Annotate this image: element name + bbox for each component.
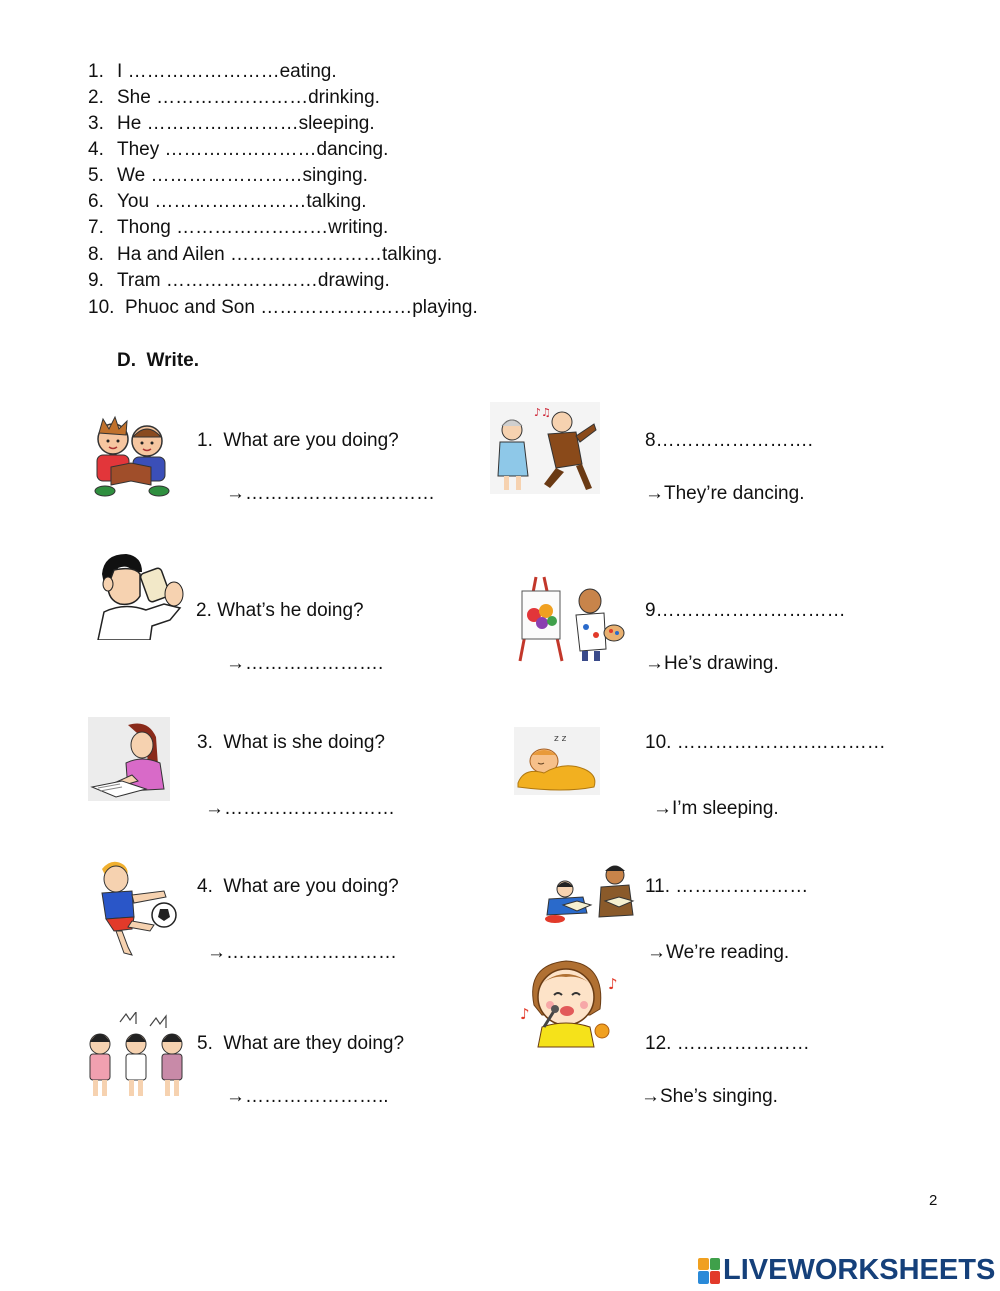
answer-5[interactable]: →………………….. <box>226 1086 389 1107</box>
question-9[interactable]: 9………………………… <box>645 600 846 621</box>
svg-text:♪: ♪ <box>608 975 618 993</box>
list-item: 1. I ……………………eating. <box>88 61 337 82</box>
answer-3[interactable]: →……………………… <box>205 798 395 819</box>
list-item: 7. Thong ……………………writing. <box>88 217 389 238</box>
page-number: 2 <box>929 1192 938 1209</box>
answer-blank[interactable]: …………………… <box>164 139 317 160</box>
answer-blank[interactable]: …………………… <box>154 191 307 212</box>
answer-9: →He’s drawing. <box>645 653 779 674</box>
answer-4[interactable]: →……………………… <box>207 942 397 963</box>
answer-blank[interactable]: …………………… <box>176 217 329 238</box>
section-heading: D. Write. <box>117 350 199 371</box>
answer-12: →She’s singing. <box>641 1086 778 1107</box>
svg-text:z z: z z <box>554 734 567 744</box>
svg-text:♪♫: ♪♫ <box>534 406 551 419</box>
brand-name: LIVEWORKSHEETS <box>723 1254 996 1286</box>
list-item: 8. Ha and Ailen ……………………talking. <box>88 244 443 265</box>
svg-text:♪: ♪ <box>520 1005 530 1023</box>
two-kids-reading-picture <box>89 411 175 499</box>
answer-blank[interactable]: …………………… <box>230 244 383 265</box>
liveworksheets-logo <box>698 1254 995 1287</box>
list-item: 5. We ……………………singing. <box>88 165 368 186</box>
boy-playing-football-picture <box>94 857 180 965</box>
answer-11: →We’re reading. <box>647 942 790 963</box>
answer-2[interactable]: →…………………. <box>226 653 384 674</box>
question-5: 5. What are they doing? <box>197 1033 405 1054</box>
painter-drawing-picture <box>514 575 626 663</box>
question-1: 1. What are you doing? <box>197 430 399 451</box>
list-item: 6. You ……………………talking. <box>88 191 367 212</box>
answer-blank[interactable]: …………………… <box>260 297 413 318</box>
list-item: 10. Phuoc and Son ……………………playing. <box>88 297 478 318</box>
answer-blank[interactable]: …………………… <box>146 113 299 134</box>
list-item: 2. She ……………………drinking. <box>88 87 380 108</box>
answer-8: →They’re dancing. <box>645 483 805 504</box>
child-sleeping-picture <box>514 727 600 795</box>
question-11[interactable]: 11. ………………… <box>645 876 809 897</box>
girl-singing-picture <box>520 955 626 1051</box>
kids-reading-on-floor-picture <box>543 861 639 925</box>
logo-mark-icon <box>698 1258 720 1284</box>
answer-blank[interactable]: …………………… <box>150 165 303 186</box>
list-item: 9. Tram ……………………drawing. <box>88 270 390 291</box>
answer-blank[interactable]: …………………… <box>165 270 318 291</box>
list-item: 3. He ……………………sleeping. <box>88 113 375 134</box>
question-10[interactable]: 10. …………………………… <box>645 732 886 753</box>
list-item: 4. They ……………………dancing. <box>88 139 389 160</box>
question-2: 2. What’s he doing? <box>196 600 364 621</box>
answer-blank[interactable]: …………………… <box>127 61 280 82</box>
old-couple-dancing-picture <box>490 402 600 494</box>
answer-blank[interactable]: …………………… <box>156 87 309 108</box>
question-12[interactable]: 12. ………………… <box>645 1033 810 1054</box>
answer-1[interactable]: →………………………… <box>226 483 435 504</box>
question-8[interactable]: 8……………………. <box>645 430 813 451</box>
children-singing-picture <box>84 1012 192 1104</box>
answer-10: →I’m sleeping. <box>653 798 779 819</box>
question-4: 4. What are you doing? <box>197 876 399 897</box>
girl-writing-picture <box>88 717 170 801</box>
boy-drinking-picture <box>94 550 186 640</box>
question-3: 3. What is she doing? <box>197 732 385 753</box>
